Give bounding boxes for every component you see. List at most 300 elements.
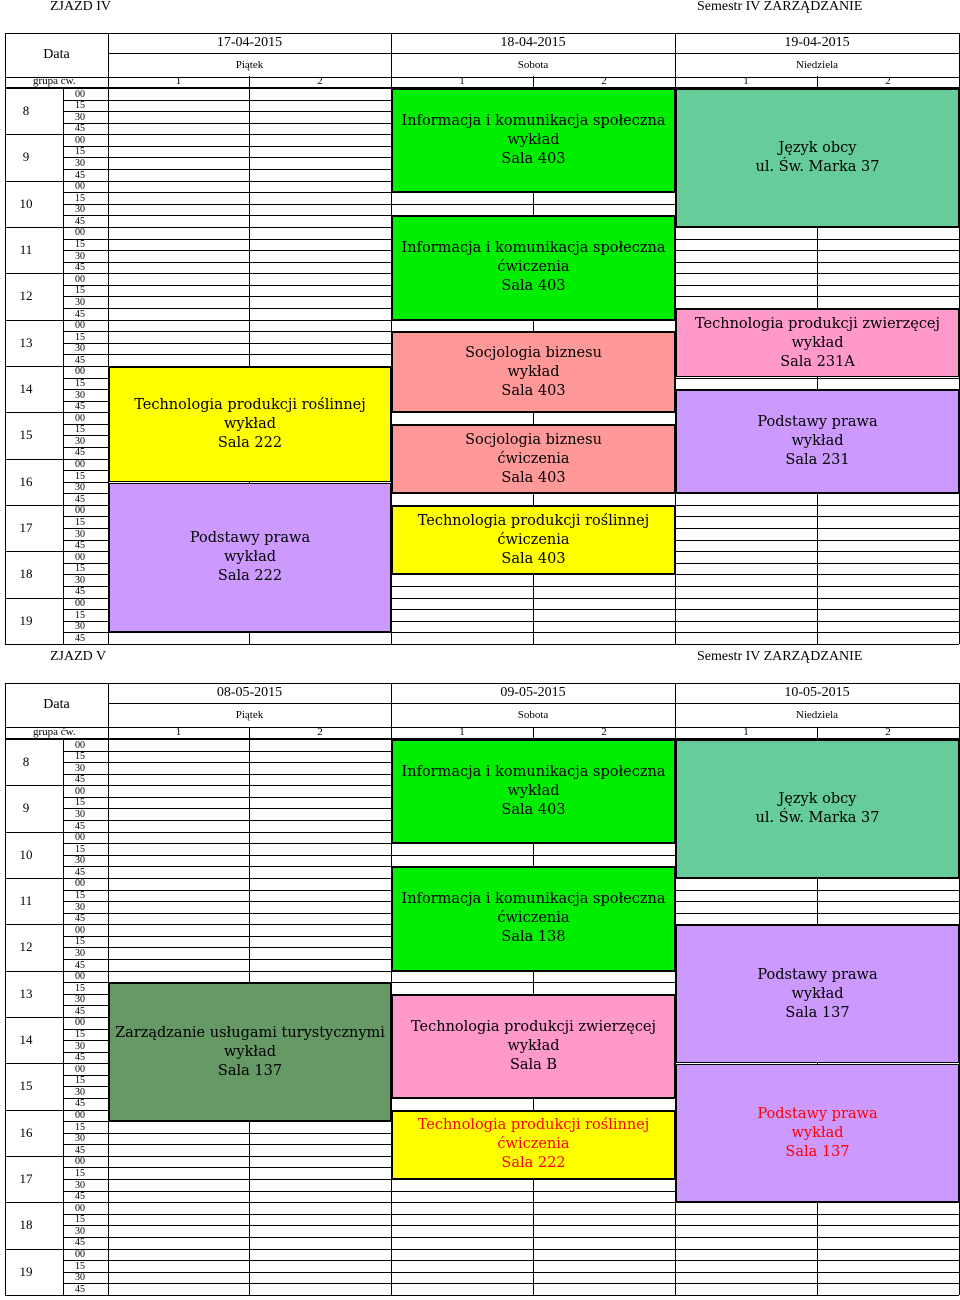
minute-line bbox=[63, 563, 108, 564]
slot-line bbox=[108, 1249, 249, 1250]
minute-line bbox=[63, 273, 108, 274]
minute-line bbox=[63, 262, 108, 263]
minute-label: 00 bbox=[75, 1063, 85, 1075]
minute-line bbox=[63, 1005, 108, 1006]
slot-line bbox=[249, 1179, 391, 1180]
group-number: 1 bbox=[459, 726, 465, 738]
slot-line bbox=[391, 855, 533, 856]
day-name: Sobota bbox=[517, 709, 549, 721]
hour-line bbox=[5, 551, 63, 552]
group-number: 1 bbox=[743, 726, 749, 738]
slot-line bbox=[533, 1179, 675, 1180]
group-number: 2 bbox=[885, 726, 891, 738]
minute-label: 30 bbox=[75, 296, 85, 308]
minute-line bbox=[63, 146, 108, 147]
minute-label: 00 bbox=[75, 459, 85, 471]
class-block-line: Sala 403 bbox=[501, 550, 566, 567]
slot-line bbox=[533, 1214, 675, 1215]
slot-line bbox=[108, 924, 249, 925]
slot-line bbox=[249, 88, 391, 89]
hour-line bbox=[5, 273, 63, 274]
slot-line bbox=[675, 1225, 817, 1226]
slot-line bbox=[817, 250, 959, 251]
slot-line bbox=[108, 901, 249, 902]
class-block-line: wykład bbox=[507, 1037, 560, 1054]
minute-line bbox=[63, 354, 108, 355]
slot-line bbox=[675, 1260, 817, 1261]
class-block-line: Język obcy bbox=[778, 139, 857, 156]
slot-line bbox=[108, 157, 249, 158]
slot-line bbox=[675, 1272, 817, 1273]
slot-line bbox=[675, 586, 817, 587]
minute-line bbox=[63, 227, 108, 228]
class-block-line: Technologia produkcji roślinnej bbox=[134, 396, 366, 413]
minute-line bbox=[63, 1156, 108, 1157]
slot-line bbox=[533, 586, 675, 587]
slot-line bbox=[675, 901, 817, 902]
minute-line bbox=[63, 412, 108, 413]
hour-label: 11 bbox=[19, 242, 33, 258]
slot-line bbox=[108, 959, 249, 960]
slot-line bbox=[675, 1202, 817, 1203]
slot-line bbox=[391, 1283, 533, 1284]
slot-line bbox=[249, 913, 391, 914]
minute-label: 15 bbox=[75, 982, 85, 994]
minute-label: 45 bbox=[75, 215, 85, 227]
minute-label: 30 bbox=[75, 435, 85, 447]
minute-line bbox=[63, 447, 108, 448]
minute-label: 45 bbox=[75, 1098, 85, 1110]
slot-line bbox=[391, 1179, 533, 1180]
slot-line bbox=[675, 262, 817, 263]
minute-line bbox=[63, 366, 108, 367]
minute-line bbox=[63, 505, 108, 506]
slot-line bbox=[817, 1214, 959, 1215]
slot-line bbox=[249, 832, 391, 833]
minute-line bbox=[63, 134, 108, 135]
minute-line bbox=[63, 100, 108, 101]
hour-label: 9 bbox=[22, 149, 30, 165]
slot-line bbox=[249, 1272, 391, 1273]
minute-label: 30 bbox=[75, 947, 85, 959]
minute-label: 15 bbox=[75, 1029, 85, 1040]
slot-line bbox=[249, 808, 391, 809]
slot-line bbox=[533, 971, 675, 972]
slot-line bbox=[533, 1272, 675, 1273]
slot-line bbox=[817, 227, 959, 228]
minute-label: 30 bbox=[75, 111, 85, 123]
slot-line bbox=[675, 540, 817, 541]
slot-line bbox=[108, 250, 249, 251]
class-block-line: wykład bbox=[791, 1124, 844, 1141]
class-block-line: Technologia produkcji roślinnej bbox=[417, 1117, 650, 1134]
slot-line bbox=[391, 1249, 533, 1250]
slot-line bbox=[108, 273, 249, 274]
minute-label: 00 bbox=[75, 971, 85, 983]
minute-label: 45 bbox=[75, 820, 85, 832]
minute-label: 15 bbox=[75, 1260, 85, 1272]
slot-line bbox=[391, 493, 533, 494]
slot-line bbox=[817, 901, 959, 902]
minute-label: 00 bbox=[75, 1202, 85, 1214]
slot-line bbox=[249, 331, 391, 332]
minute-line bbox=[63, 181, 108, 182]
slot-line bbox=[108, 123, 249, 124]
minute-label: 15 bbox=[75, 239, 85, 251]
minute-line bbox=[63, 551, 108, 552]
minute-line bbox=[63, 751, 108, 752]
group-label: grupa ćw. bbox=[33, 726, 76, 738]
slot-line bbox=[108, 1260, 249, 1261]
class-block-line: ul. Św. Marka 37 bbox=[755, 158, 880, 175]
hour-label: 16 bbox=[19, 1124, 33, 1140]
minute-line bbox=[63, 540, 108, 541]
class-block-line: Socjologia biznesu bbox=[465, 431, 602, 448]
class-block-line: Podstawy prawa bbox=[757, 1105, 878, 1122]
minute-label: 15 bbox=[75, 100, 85, 112]
minute-label: 30 bbox=[75, 482, 85, 494]
class-block-line: wykład bbox=[791, 334, 844, 351]
slot-line bbox=[108, 227, 249, 228]
hour-line bbox=[5, 785, 63, 786]
minute-label: 30 bbox=[75, 901, 85, 913]
slot-line bbox=[391, 621, 533, 622]
hour-line bbox=[5, 88, 63, 89]
class-block-line: Podstawy prawa bbox=[757, 414, 878, 431]
slot-line bbox=[675, 644, 817, 645]
hour-line bbox=[5, 227, 63, 228]
minute-line bbox=[63, 157, 108, 158]
minute-line bbox=[63, 1133, 108, 1134]
minute-line bbox=[63, 774, 108, 775]
slot-line bbox=[391, 1191, 533, 1192]
minute-line bbox=[63, 401, 108, 402]
slot-line bbox=[391, 644, 533, 645]
slot-line bbox=[675, 574, 817, 575]
slot-line bbox=[249, 250, 391, 251]
slot-line bbox=[533, 412, 675, 413]
slot-line bbox=[249, 878, 391, 879]
hour-line bbox=[5, 644, 63, 645]
minute-line bbox=[63, 866, 108, 867]
slot-line bbox=[391, 843, 533, 844]
minute-line bbox=[63, 843, 108, 844]
slot-line bbox=[675, 273, 817, 274]
slot-line bbox=[249, 204, 391, 205]
class-block-line: Sala 138 bbox=[501, 929, 566, 946]
slot-line bbox=[249, 227, 391, 228]
slot-line bbox=[817, 1237, 959, 1238]
group-number: 2 bbox=[317, 75, 323, 87]
slot-line bbox=[249, 1295, 391, 1296]
slot-line bbox=[533, 1202, 675, 1203]
hour-label: 8 bbox=[22, 754, 30, 770]
header-divider bbox=[108, 703, 959, 704]
class-block-line: Sala 403 bbox=[501, 802, 566, 819]
slot-line bbox=[249, 959, 391, 960]
slot-line bbox=[533, 1249, 675, 1250]
minute-label: 45 bbox=[75, 1191, 85, 1203]
group-number: 1 bbox=[743, 75, 749, 87]
hour-line bbox=[5, 459, 63, 460]
semester-title: Semestr IV ZARZĄDZANIE bbox=[697, 649, 863, 664]
minute-line bbox=[63, 331, 108, 332]
hour-label: 18 bbox=[19, 566, 33, 582]
minute-line bbox=[63, 609, 108, 610]
slot-line bbox=[391, 412, 533, 413]
slot-line bbox=[817, 563, 959, 564]
minute-label: 00 bbox=[75, 505, 85, 517]
hour-label: 10 bbox=[19, 195, 33, 211]
slot-line bbox=[108, 1214, 249, 1215]
minute-line bbox=[63, 424, 108, 425]
day-name: Niedziela bbox=[795, 709, 839, 721]
header-divider bbox=[108, 53, 959, 54]
hour-label: 14 bbox=[19, 381, 33, 397]
hour-label: 16 bbox=[19, 473, 33, 489]
slot-line bbox=[249, 890, 391, 891]
hour-line bbox=[5, 366, 63, 367]
slot-line bbox=[108, 1167, 249, 1168]
minute-label: 15 bbox=[75, 1075, 85, 1087]
slot-line bbox=[108, 843, 249, 844]
minute-label: 45 bbox=[75, 586, 85, 598]
slot-line bbox=[108, 192, 249, 193]
slot-line bbox=[675, 250, 817, 251]
slot-line bbox=[108, 1272, 249, 1273]
slot-line bbox=[249, 1202, 391, 1203]
class-block-line: Sala 222 bbox=[501, 1155, 566, 1172]
minute-line bbox=[63, 516, 108, 517]
slot-line bbox=[391, 1098, 533, 1099]
slot-line bbox=[391, 1272, 533, 1273]
minute-label: 15 bbox=[75, 378, 85, 389]
slot-line bbox=[249, 1283, 391, 1284]
slot-line bbox=[108, 832, 249, 833]
minute-label: 15 bbox=[75, 146, 85, 158]
slot-line bbox=[108, 785, 249, 786]
minute-label: 00 bbox=[75, 88, 85, 100]
minute-line bbox=[63, 855, 108, 856]
slot-line bbox=[108, 354, 249, 355]
slot-line bbox=[533, 204, 675, 205]
hour-line bbox=[5, 1110, 63, 1111]
class-block bbox=[109, 483, 391, 633]
slot-line bbox=[533, 1225, 675, 1226]
slot-line bbox=[249, 215, 391, 216]
slot-line bbox=[249, 1156, 391, 1157]
minute-label: 30 bbox=[75, 1225, 85, 1237]
zjazd-title: ZJAZD V bbox=[50, 649, 107, 664]
slot-line bbox=[249, 192, 391, 193]
class-block bbox=[392, 425, 675, 493]
slot-line bbox=[817, 1283, 959, 1284]
slot-line bbox=[817, 273, 959, 274]
minute-label: 15 bbox=[75, 1214, 85, 1226]
slot-line bbox=[108, 239, 249, 240]
minute-label: 15 bbox=[75, 1121, 85, 1133]
slot-line bbox=[108, 1144, 249, 1145]
slot-line bbox=[533, 855, 675, 856]
minute-label: 15 bbox=[75, 285, 85, 297]
slot-line bbox=[391, 1214, 533, 1215]
minute-line bbox=[63, 901, 108, 902]
minute-label: 45 bbox=[75, 401, 85, 413]
minute-label: 00 bbox=[75, 739, 85, 751]
minute-label: 00 bbox=[75, 1156, 85, 1168]
minute-label: 15 bbox=[75, 192, 85, 204]
minute-label: 00 bbox=[75, 412, 85, 424]
slot-line bbox=[533, 1295, 675, 1296]
class-block-line: Technologia produkcji zwierzęcej bbox=[694, 315, 941, 332]
minute-label: 00 bbox=[75, 924, 85, 936]
minute-label: 30 bbox=[75, 762, 85, 774]
slot-line bbox=[249, 1133, 391, 1134]
slot-line bbox=[675, 609, 817, 610]
minute-line bbox=[63, 1260, 108, 1261]
day-name: Piątek bbox=[235, 709, 264, 721]
class-block bbox=[392, 867, 675, 970]
minute-label: 15 bbox=[75, 516, 85, 528]
slot-line bbox=[108, 204, 249, 205]
slot-line bbox=[817, 621, 959, 622]
minute-label: 30 bbox=[75, 1179, 85, 1191]
slot-line bbox=[533, 1283, 675, 1284]
minute-line bbox=[63, 1098, 108, 1099]
class-block-line: Sala 403 bbox=[501, 151, 566, 168]
slot-line bbox=[533, 843, 675, 844]
minute-line bbox=[63, 435, 108, 436]
day-date: 19-04-2015 bbox=[784, 35, 850, 50]
minute-line bbox=[63, 1214, 108, 1215]
class-block-line: Technologia produkcji roślinnej bbox=[417, 512, 650, 529]
minute-label: 45 bbox=[75, 262, 85, 274]
slot-line bbox=[533, 609, 675, 610]
minute-line bbox=[63, 1040, 108, 1041]
minute-label: 00 bbox=[75, 134, 85, 146]
slot-line bbox=[249, 1249, 391, 1250]
minute-line bbox=[63, 1029, 108, 1030]
class-block-line: Podstawy prawa bbox=[757, 966, 878, 983]
class-block-line: Sala 137 bbox=[217, 1062, 283, 1079]
minute-label: 00 bbox=[75, 832, 85, 844]
minute-line bbox=[63, 285, 108, 286]
hour-label: 15 bbox=[19, 1078, 33, 1094]
day-date: 18-04-2015 bbox=[500, 35, 566, 50]
class-block-line: Zarządzanie usługami turystycznymi bbox=[115, 1024, 385, 1041]
minute-label: 00 bbox=[75, 1249, 85, 1261]
slot-line bbox=[675, 505, 817, 506]
minute-label: 30 bbox=[75, 1086, 85, 1098]
minute-label: 45 bbox=[75, 1237, 85, 1249]
slot-line bbox=[817, 1272, 959, 1273]
slot-line bbox=[391, 609, 533, 610]
class-block-line: ćwiczenia bbox=[497, 910, 570, 927]
slot-line bbox=[249, 1144, 391, 1145]
hour-line bbox=[5, 320, 63, 321]
hour-line bbox=[5, 1295, 63, 1296]
class-block-line: wykład bbox=[507, 783, 560, 800]
class-block-line: Sala 222 bbox=[217, 567, 283, 584]
minute-line bbox=[63, 459, 108, 460]
day-name: Niedziela bbox=[795, 59, 839, 71]
class-block-line: Sala 137 bbox=[785, 1143, 850, 1160]
class-block-line: Informacja i komunikacja społeczna bbox=[401, 764, 666, 781]
minute-label: 30 bbox=[75, 204, 85, 216]
slot-line bbox=[249, 632, 391, 633]
hour-label: 11 bbox=[19, 893, 33, 909]
minute-label: 45 bbox=[75, 1005, 85, 1017]
slot-line bbox=[817, 598, 959, 599]
slot-line bbox=[108, 1283, 249, 1284]
minute-line bbox=[63, 1179, 108, 1180]
class-block bbox=[676, 925, 959, 1063]
minute-line bbox=[63, 169, 108, 170]
slot-line bbox=[249, 273, 391, 274]
slot-line bbox=[108, 866, 249, 867]
slot-line bbox=[108, 285, 249, 286]
slot-line bbox=[675, 493, 817, 494]
slot-line bbox=[817, 1260, 959, 1261]
hour-label: 12 bbox=[19, 288, 33, 304]
slot-line bbox=[675, 285, 817, 286]
minute-label: 30 bbox=[75, 994, 85, 1006]
slot-line bbox=[249, 1225, 391, 1226]
slot-line bbox=[108, 1156, 249, 1157]
slot-line bbox=[108, 1121, 249, 1122]
class-block-line: Sala 222 bbox=[217, 434, 283, 451]
slot-line bbox=[533, 192, 675, 193]
slot-line bbox=[391, 1295, 533, 1296]
minute-line bbox=[63, 913, 108, 914]
slot-line bbox=[249, 739, 391, 740]
slot-line bbox=[249, 774, 391, 775]
slot-line bbox=[249, 111, 391, 112]
slot-line bbox=[533, 493, 675, 494]
slot-line bbox=[108, 1191, 249, 1192]
minute-label: 00 bbox=[75, 273, 85, 285]
slot-line bbox=[249, 343, 391, 344]
minute-label: 45 bbox=[75, 308, 85, 320]
slot-line bbox=[817, 1225, 959, 1226]
slot-line bbox=[391, 1202, 533, 1203]
slot-line bbox=[533, 644, 675, 645]
minute-line bbox=[63, 994, 108, 995]
slot-line bbox=[675, 528, 817, 529]
class-block-line: Sala 137 bbox=[785, 1004, 850, 1021]
slot-line bbox=[249, 100, 391, 101]
minute-line bbox=[63, 586, 108, 587]
minute-label: 15 bbox=[75, 843, 85, 855]
slot-line bbox=[249, 354, 391, 355]
slot-line bbox=[391, 632, 533, 633]
slot-line bbox=[249, 936, 391, 937]
day-date: 09-05-2015 bbox=[500, 685, 566, 700]
minute-label: 15 bbox=[75, 609, 85, 621]
slot-line bbox=[249, 797, 391, 798]
minute-line bbox=[63, 598, 108, 599]
slot-line bbox=[108, 146, 249, 147]
minute-label: 00 bbox=[75, 366, 85, 378]
class-block-line: Podstawy prawa bbox=[189, 529, 311, 546]
slot-line bbox=[108, 913, 249, 914]
hour-label: 17 bbox=[19, 520, 33, 536]
slot-line bbox=[675, 913, 817, 914]
slot-line bbox=[249, 971, 391, 972]
hour-line bbox=[5, 832, 63, 833]
class-block bbox=[392, 1111, 675, 1179]
minute-line bbox=[63, 1272, 108, 1273]
